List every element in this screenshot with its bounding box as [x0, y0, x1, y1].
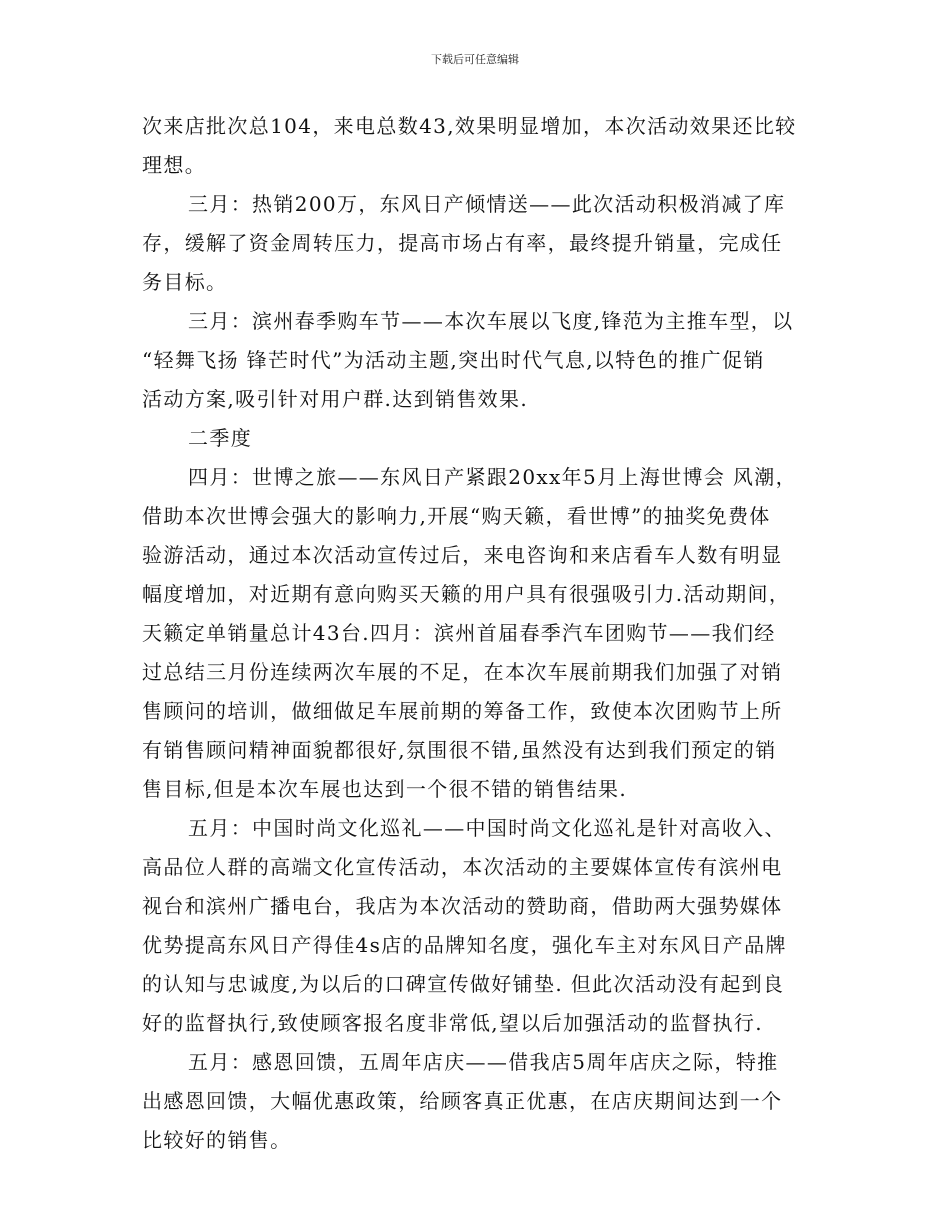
text-line: 的认知与忠诚度,为以后的口碑宣传做好铺垫. 但此次活动没有起到良 — [142, 972, 785, 996]
text-line: 五月：中国时尚文化巡礼——中国时尚文化巡礼是针对高收入、 — [188, 816, 786, 840]
text-line: 幅度增加，对近期有意向购买天籁的用户具有很强吸引力.活动期间， — [142, 582, 791, 606]
text-line: 三月：滨州春季购车节——本次车展以飞度,锋范为主推车型，以 — [188, 309, 794, 333]
text-line: 好的监督执行,致使顾客报名度非常低,望以后加强活动的监督执行. — [142, 1011, 763, 1035]
document-body — [142, 107, 810, 1160]
text-line: 次来店批次总104，来电总数43,效果明显增加，本次活动效果还比较 — [142, 114, 797, 138]
section-heading: 二季度 — [188, 426, 253, 450]
text-line: 过总结三月份连续两次车展的不足，在本次车展前期我们加强了对销 — [142, 660, 783, 684]
text-line: 高品位人群的高端文化宣传活动，本次活动的主要媒体宣传有滨州电 — [142, 855, 783, 879]
text-line: 优势提高东风日产得佳4s店的品牌知名度，强化车主对东风日产品牌 — [142, 933, 787, 957]
text-line: 比较好的销售。 — [142, 1128, 292, 1152]
text-line: 天籁定单销量总计43台.四月：滨州首届春季汽车团购节——我们经 — [142, 621, 776, 645]
text-line: 验游活动，通过本次活动宣传过后，来电咨询和来店看车人数有明显 — [142, 543, 783, 567]
text-line: 四月：世博之旅——东风日产紧跟20xx年5月上海世博会 风潮， — [188, 465, 797, 489]
text-line: “轻舞飞扬 锋芒时代”为活动主题,突出时代气息,以特色的推广促销 — [142, 348, 765, 372]
text-line: 售顾问的培训，做细做足车展前期的筹备工作，致使本次团购节上所 — [142, 699, 783, 723]
page-header: 下载后可任意编辑 — [431, 53, 519, 66]
text-line: 理想。 — [142, 153, 207, 177]
text-line: 借助本次世博会强大的影响力,开展“购天籁，看世博”的抽奖免费体 — [142, 504, 771, 528]
text-line: 售目标,但是本次车展也达到一个很不错的销售结果. — [142, 777, 628, 801]
text-line: 五月：感恩回馈，五周年店庆——借我店5周年店庆之际，特推 — [188, 1050, 779, 1074]
text-line: 活动方案,吸引针对用户群.达到销售效果. — [142, 387, 529, 411]
text-line: 视台和滨州广播电台，我店为本次活动的赞助商，借助两大强势媒体 — [142, 894, 783, 918]
text-line: 有销售顾问精神面貌都很好,氛围很不错,虽然没有达到我们预定的销 — [142, 738, 777, 762]
text-line: 存，缓解了资金周转压力，提高市场占有率，最终提升销量，完成任 — [142, 231, 783, 255]
text-line: 出感恩回馈，大幅优惠政策，给顾客真正优惠，在店庆期间达到一个 — [142, 1089, 783, 1113]
text-line: 务目标。 — [142, 270, 228, 294]
text-line: 三月：热销200万，东风日产倾情送——此次活动积极消减了库 — [188, 192, 786, 216]
